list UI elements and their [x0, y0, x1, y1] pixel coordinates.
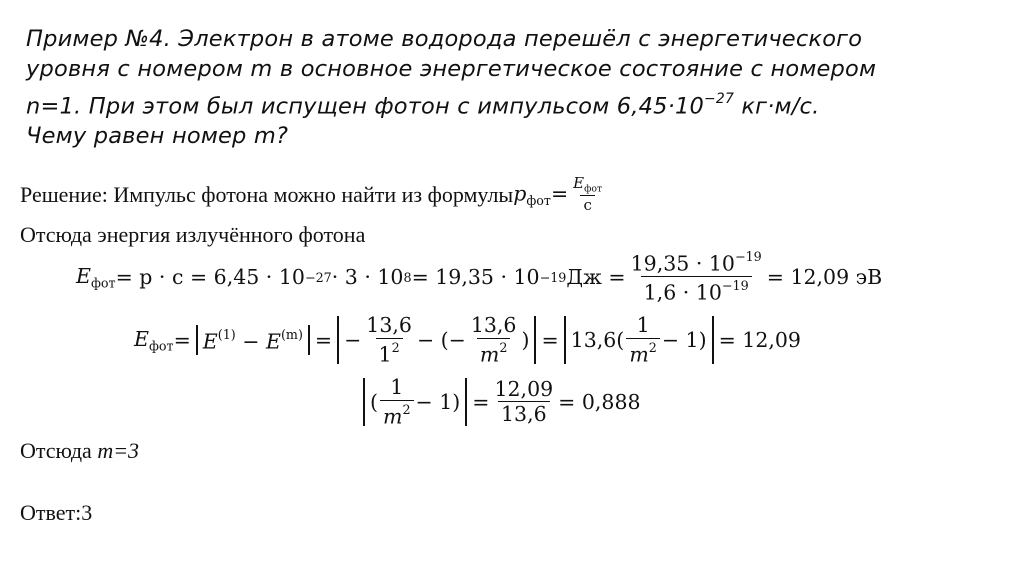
- eq3-equals: =: [472, 390, 490, 415]
- eq3-fraction-1: [380, 377, 414, 428]
- answer-line: Ответ:3: [20, 500, 93, 525]
- eq2-e-symbol: E: [134, 327, 149, 352]
- abs-bar-left-4: [363, 378, 365, 426]
- eq2-f2-den: m: [479, 342, 500, 367]
- eq2-f2-num: 13,6: [470, 313, 517, 337]
- eq1-sup1: −27: [304, 269, 332, 285]
- eq2-minus-one: − 1): [661, 328, 707, 353]
- abs-bar-left-2: [337, 316, 339, 364]
- e-over-c-fraction: [570, 176, 605, 214]
- problem-line-4: Чему равен номер m?: [26, 123, 289, 150]
- eq2-f3-num: 1: [636, 313, 650, 337]
- eq1-subscript: фот: [90, 275, 116, 291]
- p-symbol: p: [513, 181, 527, 206]
- eq2-equals-b: =: [314, 328, 333, 353]
- c-symbol: с: [580, 195, 594, 214]
- problem-line-2: уровня с номером m в основное энергетическое состояние с номером: [26, 56, 877, 82]
- p-subscript: фот: [526, 192, 551, 208]
- abs-bar-right-3: [712, 316, 714, 364]
- problem-line-3: [26, 84, 1001, 121]
- problem-statement: [26, 24, 1001, 151]
- problem-unit: кг·м/с.: [734, 93, 820, 120]
- conclusion-value: =3: [113, 438, 140, 463]
- conclusion-label: Отсюда: [20, 438, 98, 463]
- eq1-numerator: 19,35 · 10: [630, 251, 735, 276]
- abs-bar-right-2: [534, 316, 536, 364]
- eq3-f-den-sup: 2: [402, 401, 411, 417]
- eq2-result: = 12,09: [718, 328, 801, 353]
- equation-3: [358, 377, 641, 428]
- eq1-part2: · 3 · 10: [331, 265, 404, 290]
- eq2-fraction-2: [468, 315, 520, 366]
- eq1-part1: = p · c = 6,45 · 10: [115, 265, 305, 290]
- eq2-coef: 13,6(: [570, 328, 625, 353]
- equals-sign: =: [550, 181, 569, 206]
- e-symbol: E: [573, 174, 585, 192]
- conclusion-line: [20, 438, 139, 464]
- eq1-denominator: 1,6 · 10: [643, 280, 722, 305]
- problem-line-1: Пример №4. Электрон в атоме водорода перешёл с энергетического: [26, 26, 863, 52]
- solution-line: [20, 176, 607, 214]
- abs-bar-right-1: [308, 325, 310, 355]
- eq3-open: (: [370, 390, 378, 415]
- eq3-r-den: 13,6: [498, 401, 550, 426]
- eq2-f3-den-sup: 2: [648, 339, 657, 355]
- eq1-num-sup: −19: [734, 249, 762, 264]
- eq3-result: = 0,888: [558, 390, 641, 415]
- eq2-equals-c: =: [541, 328, 559, 353]
- abs-bar-right-4: [465, 378, 467, 426]
- eq2-equals-a: =: [173, 328, 191, 353]
- eq2-mid: − (−: [416, 328, 466, 353]
- eq2-subscript: фот: [148, 338, 174, 354]
- eq2-inner-e: E: [202, 329, 218, 354]
- e-subscript: фот: [584, 183, 603, 195]
- abs-bar-left-1: [196, 325, 198, 355]
- eq3-minus-one: − 1): [415, 390, 461, 415]
- eq1-part3: = 19,35 · 10: [411, 265, 540, 290]
- eq2-minus-e: − E: [235, 329, 281, 354]
- eq2-close: ): [521, 328, 530, 353]
- energy-line: Отсюда энергия излучённого фотона: [20, 222, 366, 247]
- eq3-f-num: 1: [390, 375, 404, 399]
- momentum-formula: [513, 176, 607, 214]
- eq1-sup2: 8: [403, 269, 412, 285]
- equation-2: [134, 315, 801, 366]
- eq3-f-den: m: [383, 404, 403, 429]
- eq2-f1-den: 1: [378, 342, 392, 367]
- eq1-result: = 12,09 эВ: [766, 265, 883, 290]
- equation-1: [76, 250, 882, 304]
- problem-line-3-text: n=1. При этом был испущен фотон с импульсом 6,45·10: [26, 93, 705, 120]
- solution-label: Решение: Импульс фотона можно найти из формулы: [20, 181, 514, 207]
- eq1-sup3: −19: [539, 269, 567, 285]
- eq2-f2-den-sup: 2: [499, 339, 508, 355]
- eq1-e-symbol: E: [76, 263, 91, 288]
- conclusion-var: m: [97, 438, 114, 463]
- eq2-fraction-3: [626, 315, 660, 366]
- eq2-f1-num: 13,6: [366, 313, 412, 337]
- eq3-fraction-2: [491, 376, 556, 427]
- eq1-part4: Дж =: [566, 265, 626, 290]
- problem-exponent: −27: [704, 91, 735, 107]
- eq2-sup-b: (m): [280, 327, 303, 343]
- eq1-den-sup: −19: [721, 278, 749, 294]
- eq2-f3-den: m: [629, 342, 649, 367]
- abs-bar-left-3: [564, 316, 566, 364]
- eq1-fraction: [628, 250, 765, 304]
- eq2-f1-den-sup: 2: [391, 339, 400, 355]
- eq2-minus: −: [344, 328, 362, 353]
- eq2-sup-a: (1): [217, 327, 236, 343]
- eq3-r-num: 12,09: [494, 376, 554, 401]
- eq2-fraction-1: [363, 315, 415, 366]
